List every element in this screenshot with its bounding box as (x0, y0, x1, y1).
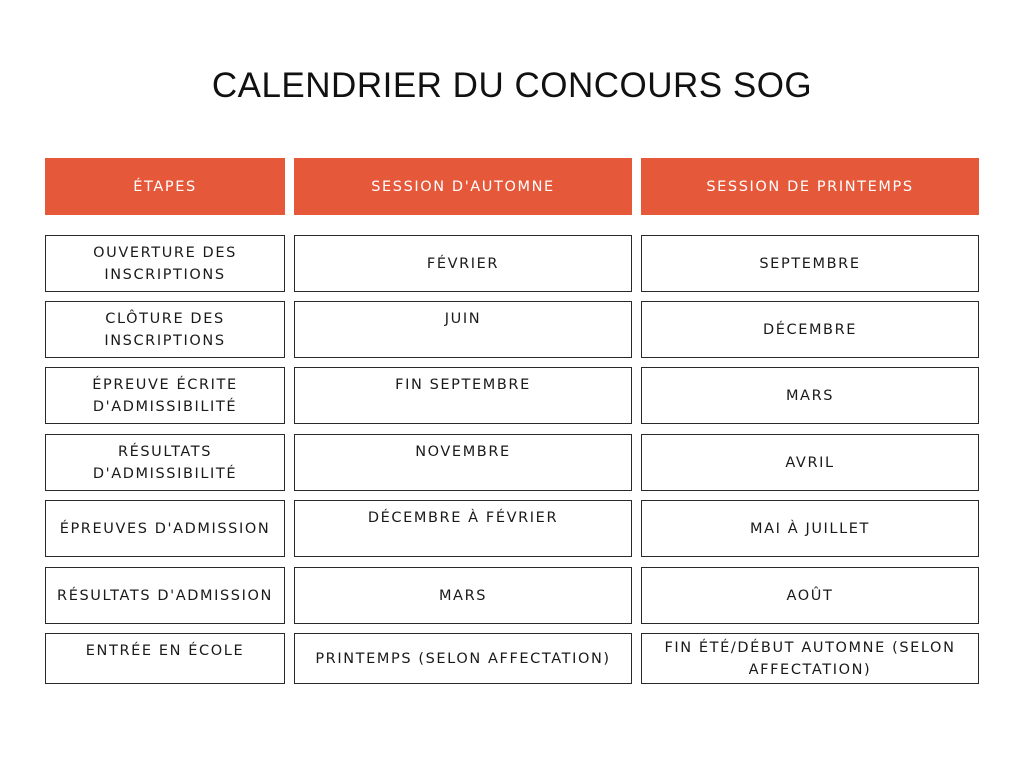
header-session-printemps: SESSION DE PRINTEMPS (641, 158, 979, 215)
table-cell-etape: CLÔTURE DES INSCRIPTIONS (45, 301, 285, 358)
table-cell-etape: ÉPREUVES D'ADMISSION (45, 500, 285, 557)
table-cell-printemps: MARS (641, 367, 979, 424)
header-etapes: ÉTAPES (45, 158, 285, 215)
header-session-automne: SESSION D'AUTOMNE (294, 158, 632, 215)
table-cell-automne: PRINTEMPS (SELON AFFECTATION) (294, 633, 632, 684)
table-cell-etape: ÉPREUVE ÉCRITE D'ADMISSIBILITÉ (45, 367, 285, 424)
table-cell-printemps: DÉCEMBRE (641, 301, 979, 358)
table-cell-printemps: AVRIL (641, 434, 979, 491)
table-cell-etape: RÉSULTATS D'ADMISSION (45, 567, 285, 624)
table-cell-printemps: MAI À JUILLET (641, 500, 979, 557)
table-cell-printemps: AOÛT (641, 567, 979, 624)
table-cell-printemps: SEPTEMBRE (641, 235, 979, 292)
table-cell-printemps: FIN ÉTÉ/DÉBUT AUTOMNE (SELON AFFECTATION) (641, 633, 979, 684)
table-cell-automne: NOVEMBRE (294, 434, 632, 491)
page-title: CALENDRIER DU CONCOURS SOG (211, 66, 813, 105)
table-cell-automne: JUIN (294, 301, 632, 358)
table-cell-automne: FIN SEPTEMBRE (294, 367, 632, 424)
table-cell-automne: MARS (294, 567, 632, 624)
table-cell-etape: OUVERTURE DES INSCRIPTIONS (45, 235, 285, 292)
table-cell-automne: FÉVRIER (294, 235, 632, 292)
table-cell-etape: RÉSULTATS D'ADMISSIBILITÉ (45, 434, 285, 491)
table-cell-etape: ENTRÉE EN ÉCOLE (45, 633, 285, 684)
table-cell-automne: DÉCEMBRE À FÉVRIER (294, 500, 632, 557)
